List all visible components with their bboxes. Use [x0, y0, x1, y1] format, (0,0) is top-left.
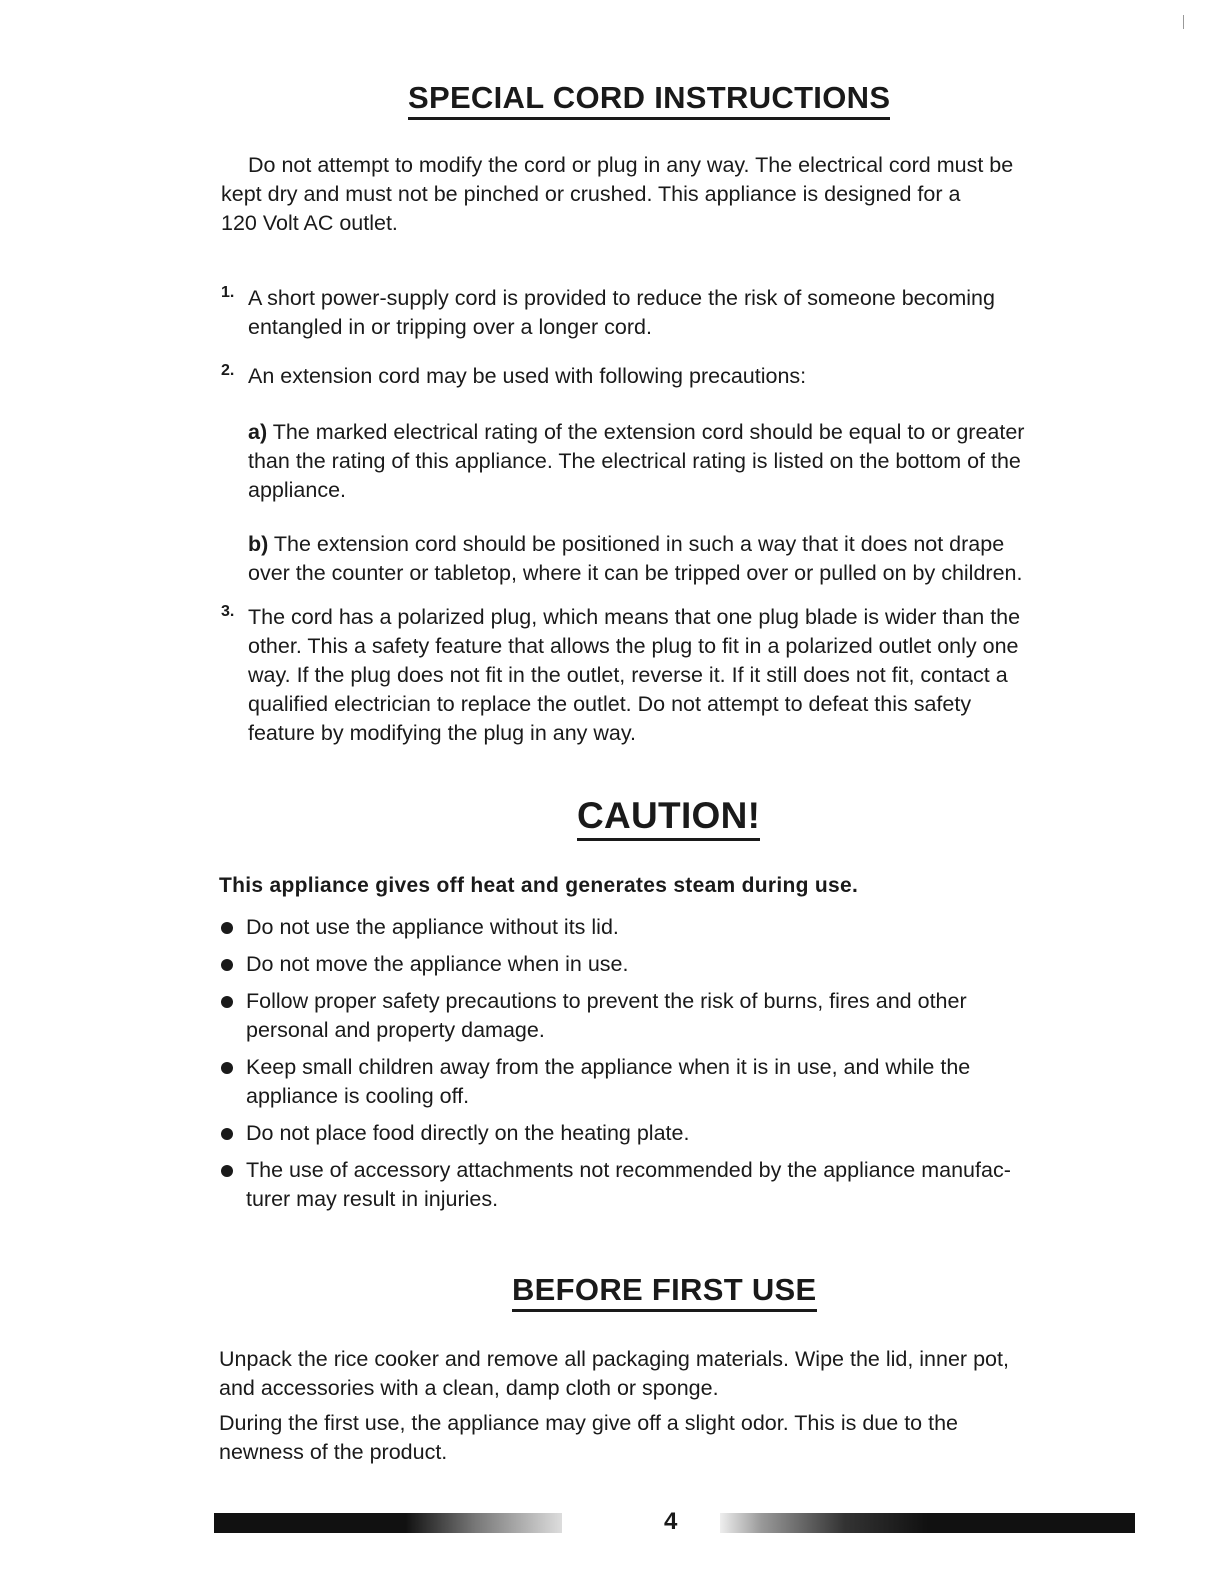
- bullet-line: Keep small children away from the appliance when it is in use, and while the: [246, 1055, 971, 1079]
- caution-list: [219, 913, 1119, 1222]
- subitem-text: The extension cord should be positioned in such a way that it does not drape: [273, 532, 1005, 556]
- cord-subitem-a: [248, 418, 1136, 505]
- bullet-dot-icon: [221, 1165, 233, 1177]
- item-line: The cord has a polarized plug, which means that one plug blade is wider than the: [248, 605, 1021, 629]
- item-number: 1.: [221, 284, 235, 301]
- scan-margin-mark: [1183, 15, 1184, 29]
- cord-intro: [221, 151, 1141, 238]
- item-line: An extension cord may be used with following precautions:: [248, 364, 807, 388]
- caution-bullet: [219, 1119, 1119, 1148]
- subitem-letter: a): [248, 420, 268, 444]
- footer-bar-right: [720, 1513, 1135, 1533]
- bullet-line: Do not use the appliance without its lid.: [246, 915, 619, 939]
- before-first-use-paragraph-1: [219, 1345, 1139, 1403]
- item-line: way. If the plug does not fit in the outlet, reverse it. If it still does not fit, contact a: [248, 663, 1008, 687]
- subitem-line: [248, 530, 1136, 559]
- bullet-dot-icon: [221, 996, 233, 1008]
- bullet-dot-icon: [221, 1062, 233, 1074]
- bullet-dot-icon: [221, 959, 233, 971]
- bullet-dot-icon: [221, 922, 233, 934]
- subitem-line: [248, 418, 1136, 447]
- page-number: 4: [664, 1508, 678, 1535]
- cord-intro-line: kept dry and must not be pinched or crushed. This appliance is designed for a: [221, 182, 961, 206]
- caution-bullet: [219, 1156, 1119, 1214]
- footer-bar-left: [214, 1513, 562, 1533]
- section-title-caution: CAUTION!: [577, 795, 760, 841]
- before-first-use-paragraph-2: [219, 1409, 1139, 1467]
- paragraph-line: During the first use, the appliance may give off a slight odor. This is due to the: [219, 1411, 958, 1435]
- cord-item-3: [221, 603, 1136, 748]
- item-line: feature by modifying the plug in any way.: [248, 721, 637, 745]
- section-title-before-first-use: BEFORE FIRST USE: [512, 1272, 817, 1312]
- item-number: 2.: [221, 362, 235, 379]
- subitem-line: over the counter or tabletop, where it can be tripped over or pulled on by children.: [248, 561, 1023, 585]
- cord-intro-line: Do not attempt to modify the cord or plug in any way. The electrical cord must be: [248, 153, 1014, 177]
- caution-lead: This appliance gives off heat and generates steam during use.: [219, 874, 859, 897]
- caution-bullet: [219, 1053, 1119, 1111]
- cord-item-1: [221, 284, 1136, 342]
- cord-subitem-b: [248, 530, 1136, 588]
- cord-item-2: [221, 362, 1136, 391]
- item-line: entangled in or tripping over a longer cord.: [248, 315, 652, 339]
- subitem-line: appliance.: [248, 478, 347, 502]
- bullet-line: Do not move the appliance when in use.: [246, 952, 629, 976]
- subitem-text: The marked electrical rating of the extension cord should be equal to or greater: [272, 420, 1025, 444]
- bullet-line: turer may result in injuries.: [246, 1187, 499, 1211]
- paragraph-line: newness of the product.: [219, 1440, 448, 1464]
- bullet-line: Do not place food directly on the heating plate.: [246, 1121, 690, 1145]
- bullet-dot-icon: [221, 1128, 233, 1140]
- bullet-line: appliance is cooling off.: [246, 1084, 470, 1108]
- subitem-line: than the rating of this appliance. The electrical rating is listed on the bottom of the: [248, 449, 1021, 473]
- paragraph-line: Unpack the rice cooker and remove all packaging materials. Wipe the lid, inner pot,: [219, 1347, 1009, 1371]
- item-line: other. This a safety feature that allows the plug to fit in a polarized outlet only one: [248, 634, 1019, 658]
- item-line: qualified electrician to replace the outlet. Do not attempt to defeat this safety: [248, 692, 972, 716]
- section-title-cord: SPECIAL CORD INSTRUCTIONS: [408, 80, 890, 120]
- caution-bullet: [219, 913, 1119, 942]
- caution-bullet: [219, 950, 1119, 979]
- bullet-line: personal and property damage.: [246, 1018, 545, 1042]
- bullet-line: Follow proper safety precautions to prevent the risk of burns, fires and other: [246, 989, 967, 1013]
- item-line: A short power-supply cord is provided to reduce the risk of someone becoming: [248, 286, 995, 310]
- subitem-letter: b): [248, 532, 269, 556]
- caution-bullet: [219, 987, 1119, 1045]
- paragraph-line: and accessories with a clean, damp cloth or sponge.: [219, 1376, 719, 1400]
- cord-intro-line: 120 Volt AC outlet.: [221, 211, 398, 235]
- item-number: 3.: [221, 603, 235, 620]
- bullet-line: The use of accessory attachments not recommended by the appliance manufac-: [246, 1158, 1011, 1182]
